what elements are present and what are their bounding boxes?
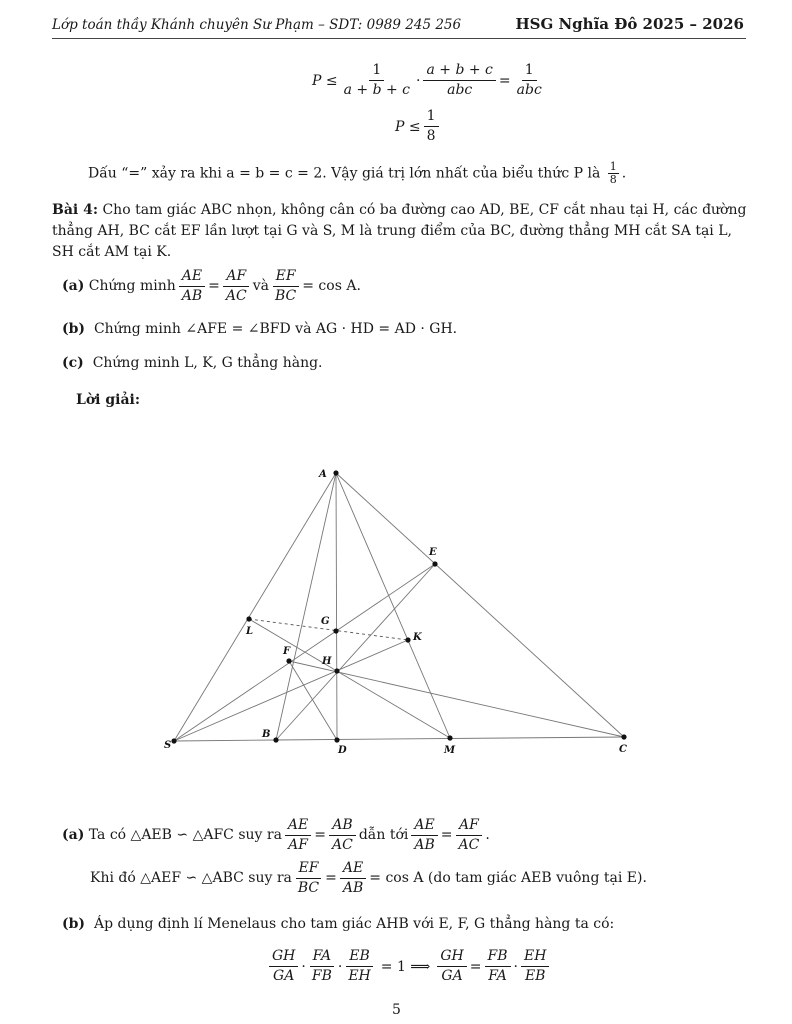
header-left: Lớp toán thầy Khánh chuyên Sư Phạm – SDT: 0989 245 256 — [52, 17, 462, 33]
altitude-AD — [336, 473, 337, 740]
line-SE — [174, 564, 435, 741]
inequality-2: P ≤ $\frac{1}{8}$ — [395, 108, 442, 145]
solution-a-line-1: (a) Ta có △AEB ∽ △AFC suy ra $\frac{AE}{AF}$ = $\frac{AB}{AC}$ dẫn tới $\frac{AE}{AB}$ = $\frac{AF}{AC}$ . — [62, 817, 490, 853]
conclusion-fraction: $\frac{1}{8}$ — [609, 160, 617, 186]
problem-label: Bài 4: — [52, 202, 99, 218]
figure-lines — [174, 473, 624, 741]
menelaus-equation: $\frac{GH}{GA}$ · $\frac{FA}{FB}$ · $\frac{EB}{EH}$ = 1 ⟹ $\frac{GH}{GA}$ = $\frac{FB}{FA}$ · $\frac{EH}{EB}$ — [266, 948, 552, 985]
eq1-fraction-2: $\frac{a + b + c}{\text{abc}}$ — [423, 62, 495, 99]
segment-CA — [336, 473, 624, 737]
point-F — [286, 658, 291, 663]
label-A: A — [319, 469, 327, 480]
label-H: H — [322, 656, 332, 667]
solution-a-line-2: Khi đó △AEF ∽ △ABC suy ra $\frac{EF}{BC}$ = $\frac{AE}{AB}$ = cos A (do tam giác AEB vuông tại E). — [90, 860, 647, 896]
altitude-BE — [276, 564, 435, 740]
solution-title: Lời giải: — [76, 392, 141, 408]
eq1-fraction-1: $\frac{1}{a + b + c}$ — [343, 62, 411, 98]
label-D: D — [338, 745, 347, 756]
label-E: E — [429, 547, 437, 558]
label-C: C — [619, 744, 627, 755]
point-C — [621, 734, 626, 739]
label-F: F — [283, 646, 291, 657]
label-G: G — [321, 616, 330, 627]
point-H — [334, 668, 339, 673]
label-K: K — [413, 632, 422, 643]
line-SK — [174, 640, 408, 741]
eq1-lhs: P ≤ — [312, 72, 338, 89]
point-G — [333, 628, 338, 633]
problem-statement: Bài 4: Cho tam giác ABC nhọn, không cân có ba đường cao AD, BE, CF cắt nhau tại H, các đường thẳng AH, BC cắt EF lần lượt tại G và S, M là trung điểm của BC, đường thẳng MH cắt SA tại L, SH cắt AM tại K. — [52, 202, 747, 260]
label-M: M — [444, 745, 456, 756]
figure-points — [171, 470, 626, 743]
conclusion-line: Dấu “=” xảy ra khi a = b = c = 2. Vậy giá trị lớn nhất của biểu thức P là $\frac{1}{8}$ . — [88, 160, 627, 186]
eq2-fraction: $\frac{1}{8}$ — [424, 108, 439, 145]
point-A — [333, 470, 338, 475]
point-S — [171, 738, 176, 743]
page-number: 5 — [392, 1002, 401, 1018]
solution-b-text: (b) Áp dụng định lí Menelaus cho tam giác AHB với E, F, G thẳng hàng ta có: — [62, 916, 615, 932]
label-L: L — [246, 626, 254, 637]
segment-FD — [289, 661, 337, 740]
median-AM — [336, 473, 450, 738]
segment-SB — [174, 740, 276, 741]
part-c: (c) Chứng minh L, K, G thẳng hàng. — [62, 355, 323, 371]
point-M — [447, 735, 452, 740]
inequality-1: P ≤ $\frac{1}{a + b + c}$ · $\frac{a + b + c}{\text{abc}}$ = $\frac{1}{\text{abc}}$ — [312, 62, 548, 99]
label-B: B — [262, 729, 271, 740]
segment-AB — [276, 473, 336, 740]
part-b: (b) Chứng minh ∠AFE = ∠BFD và AG · HD = AD · GH. — [62, 321, 458, 337]
point-E — [432, 561, 437, 566]
part-a: (a) Chứng minh $\frac{AE}{AB}$ = $\frac{AF}{AC}$ và $\frac{EF}{BC}$ = cos A. — [62, 268, 361, 304]
label-S: S — [164, 740, 172, 751]
eq1-fraction-3: $\frac{1}{\text{abc}}$ — [516, 62, 542, 98]
point-D — [334, 737, 339, 742]
header-right: HSG Nghĩa Đô 2025 – 2026 — [515, 15, 744, 33]
point-B — [273, 737, 278, 742]
point-K — [405, 637, 410, 642]
point-L — [246, 616, 251, 621]
